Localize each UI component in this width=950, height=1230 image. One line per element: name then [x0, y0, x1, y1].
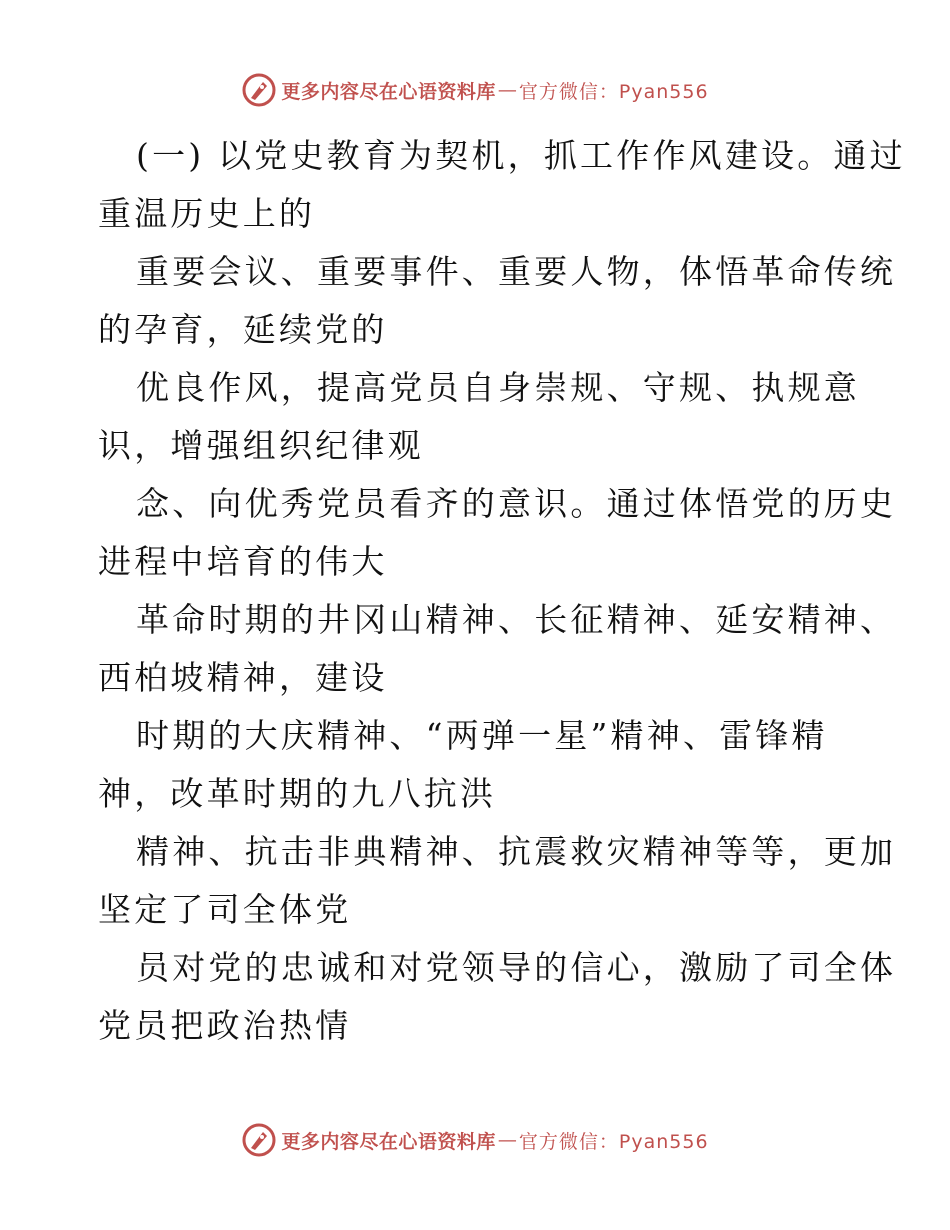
text-line: 革命时期的井冈山精神、长征精神、延安精神、: [136, 600, 897, 639]
banner-text: 更多内容尽在心语资料库: [281, 80, 496, 103]
banner-contact: 官方微信：Pyan556: [518, 80, 709, 103]
text-line: 念、向优秀党员看齐的意识。通过体悟党的历史: [136, 484, 897, 523]
banner-separator: —: [497, 79, 517, 101]
text-line: 员对党的忠诚和对党领导的信心，激励了司全体: [136, 948, 897, 987]
text-line: 党员把政治热情: [98, 1006, 352, 1045]
text-line: 的孕育，延续党的: [98, 310, 388, 349]
footer-banner: [0, 1120, 950, 1160]
text-line: 优良作风，提高党员自身崇规、守规、执规意: [136, 368, 860, 407]
text-line: 西柏坡精神，建设: [98, 658, 388, 697]
pen-nib-logo-icon: [241, 1122, 277, 1158]
text-line: 时期的大庆精神、“两弹一星”精神、雷锋精: [136, 716, 828, 755]
banner-separator: —: [497, 1129, 517, 1151]
text-line: 重要会议、重要事件、重要人物，体悟革命传统: [136, 252, 897, 291]
text-line: 重温历史上的: [98, 194, 316, 233]
banner-text: 更多内容尽在心语资料库: [281, 1130, 496, 1153]
text-line: 精神、抗击非典精神、抗震救灾精神等等，更加: [136, 832, 897, 871]
text-line: 识，增强组织纪律观: [98, 426, 424, 465]
banner-contact: 官方微信：Pyan556: [518, 1130, 709, 1153]
text-line: 进程中培育的伟大: [98, 542, 388, 581]
text-line: 神，改革时期的九八抗洪: [98, 774, 497, 813]
text-line: (一) 以党史教育为契机，抓工作作风建设。通过: [136, 136, 906, 175]
text-line: 坚定了司全体党: [98, 890, 352, 929]
header-banner: [0, 70, 950, 110]
pen-nib-logo-icon: [241, 72, 277, 108]
